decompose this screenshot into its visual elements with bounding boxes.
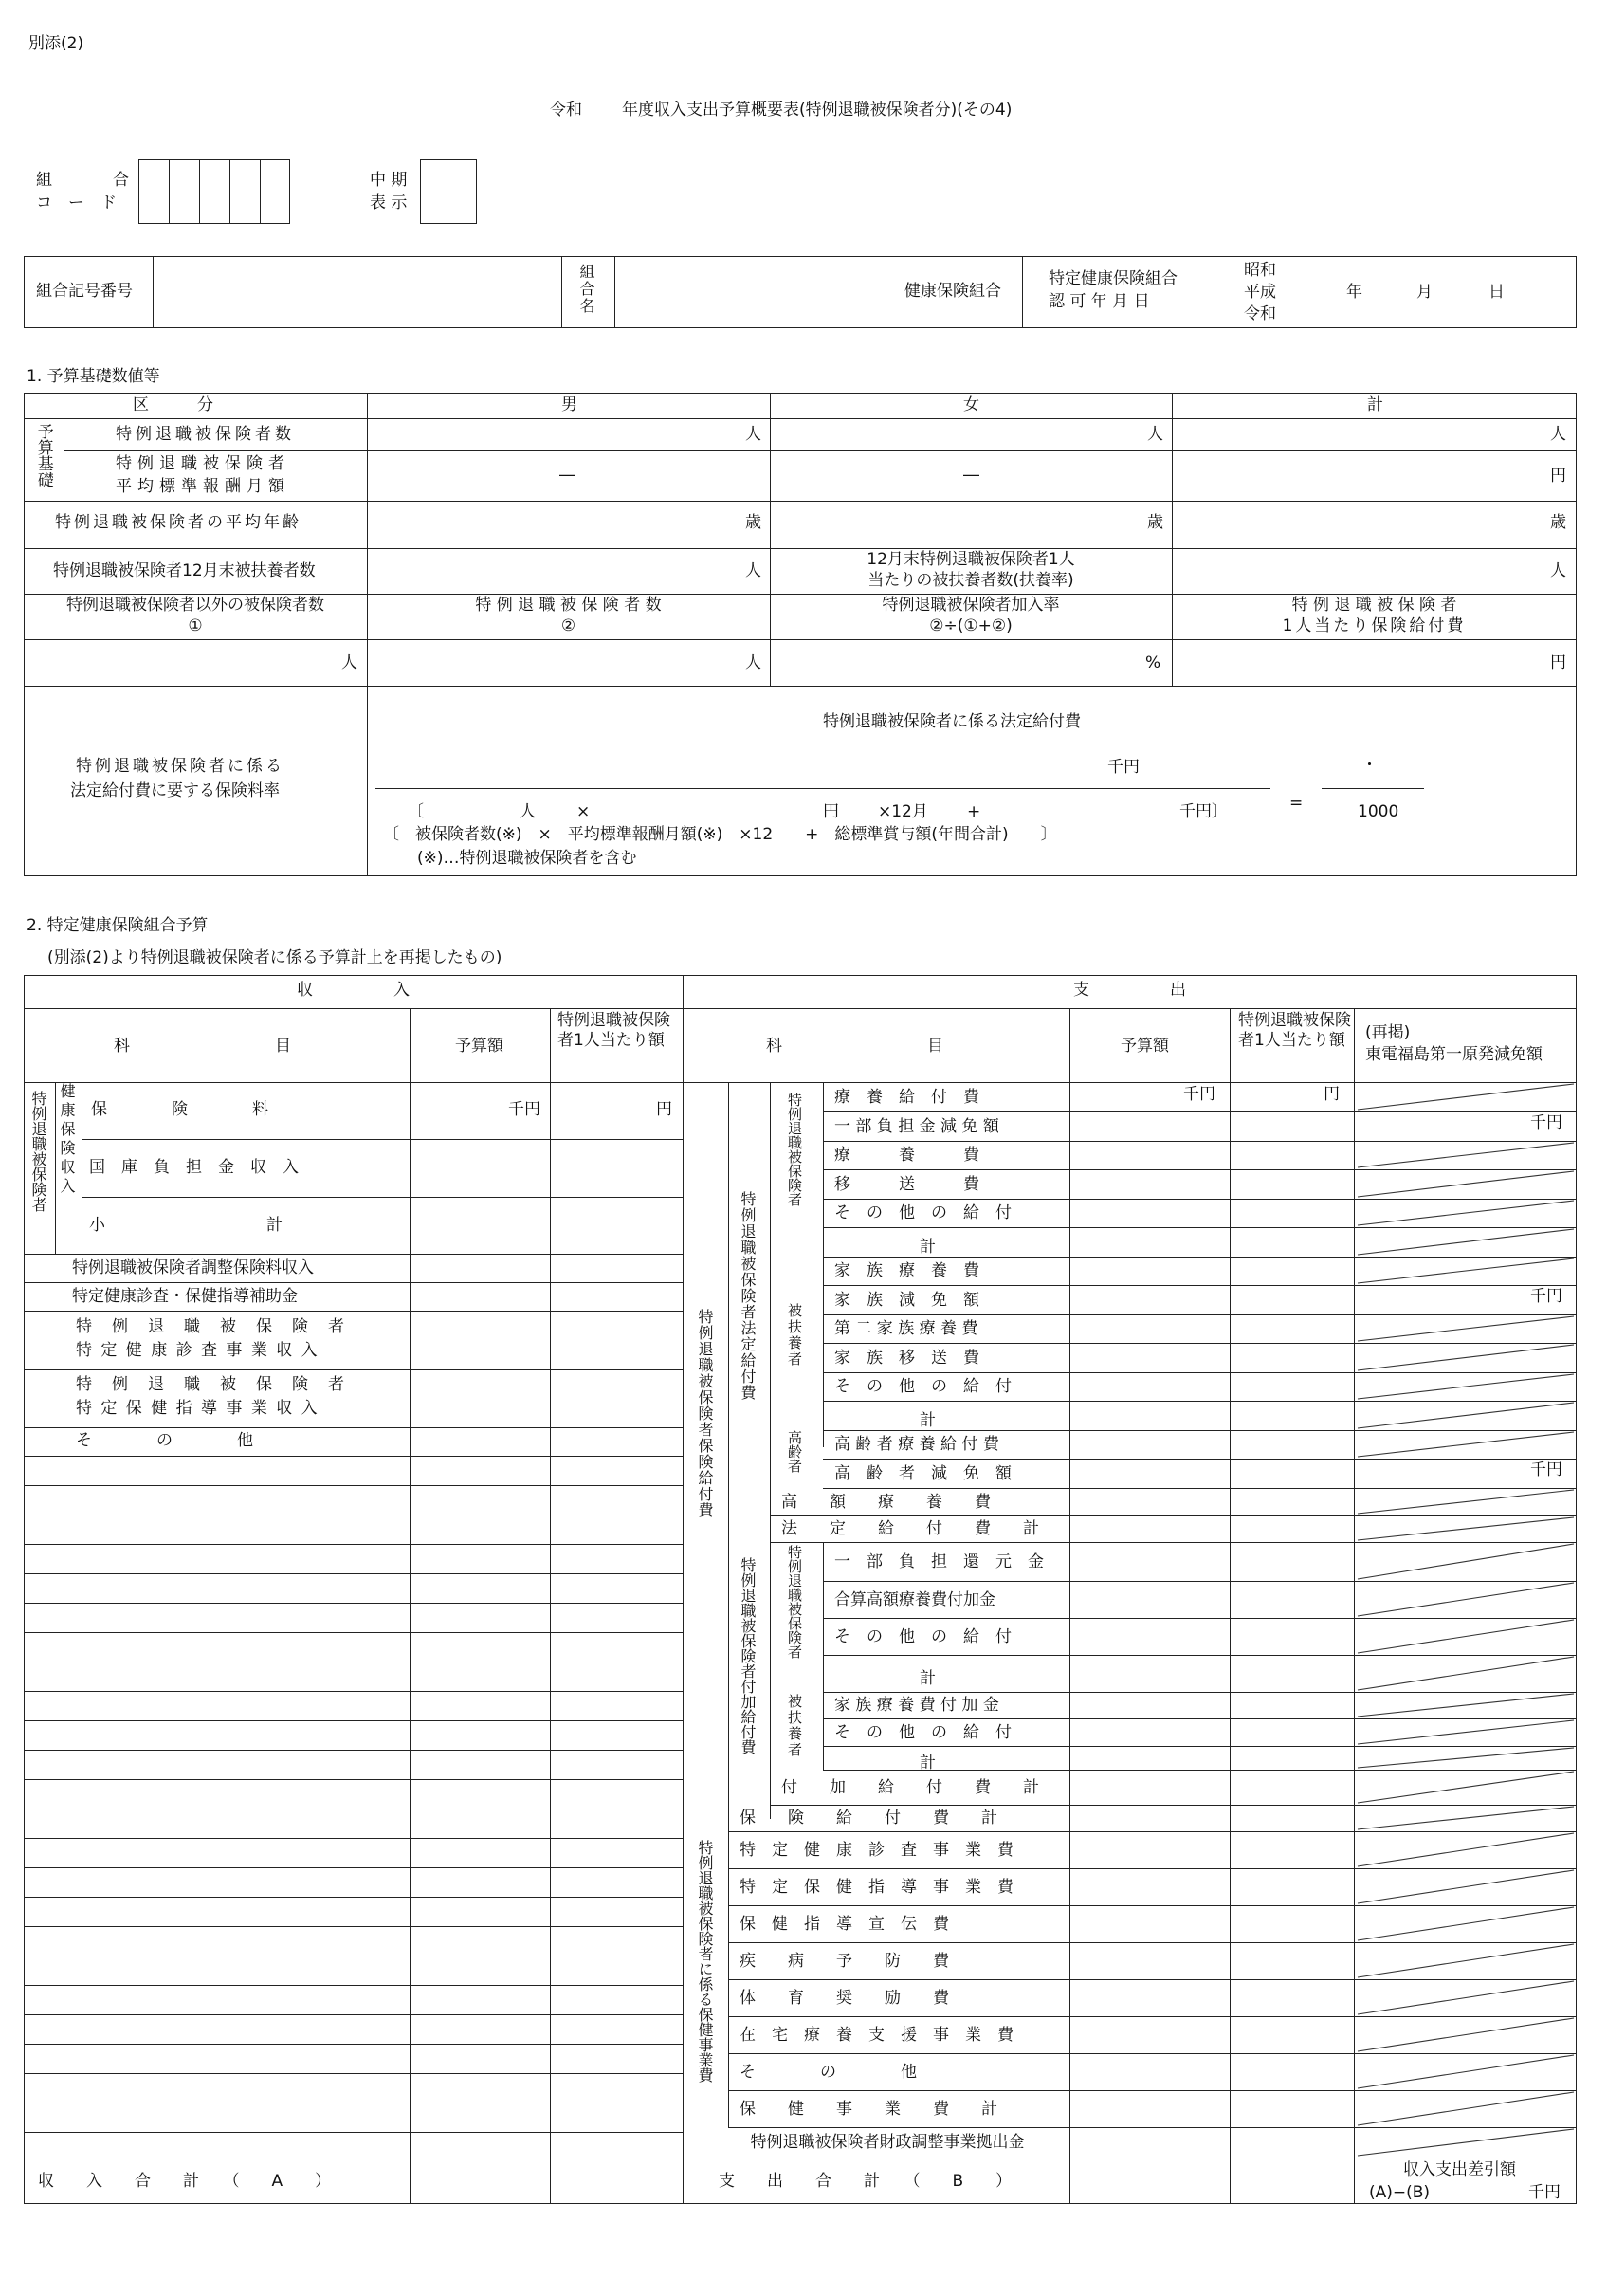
income-shokei: 小 計	[89, 1216, 283, 1235]
slash-e24	[1358, 1772, 1574, 1803]
expense-item-e6: 計	[920, 1237, 936, 1257]
code-label-1: 組 合	[36, 171, 129, 190]
expense-per-capita-header: 特例退職被保険者1人当たり額	[1238, 1011, 1351, 1051]
slash-e26	[1358, 1833, 1574, 1866]
expense-item-e25: 保 険 給 付 費 計	[740, 1809, 997, 1828]
rate-label-1: 特例退職被保険者に係る	[76, 757, 284, 776]
exp-group-hokenjigyo: 特例退職被保険者に係る保健事業費	[696, 1840, 714, 2083]
expense-item-e9: 第 二 家 族 療 養 費	[834, 1319, 978, 1338]
rate-top-unit: 千円	[1107, 758, 1140, 777]
era-showa: 昭和	[1244, 261, 1276, 280]
income-kenshin-a: 特 例 退 職 被 保 険 者	[76, 1317, 346, 1336]
den-label: 〔 被保険者数(※) × 平均標準報酬月額(※) ×12 + 総標準賞与額(年間合計) 〕	[383, 825, 1057, 844]
exp-group-big: 特例退職被保険者保険給付費	[696, 1309, 714, 1518]
dep-rate-label-1: 12月末特例退職被保険者1人	[867, 550, 1075, 569]
income-kokko: 国 庫 負 担 金 収 入	[89, 1158, 299, 1177]
join-rate-label: 特例退職被保険者加入率	[882, 596, 1060, 615]
budget-base-label: 予算基礎	[33, 423, 53, 487]
income-total: 収 入 合 計 （ A ）	[38, 2172, 332, 2191]
expense-item-e7: 家 族 療 養 費	[834, 1261, 979, 1280]
exp-sub-insured-1: 特例退職被保険者	[786, 1093, 803, 1206]
diff-unit: 千円	[1528, 2183, 1561, 2202]
slash-e31	[1358, 2018, 1574, 2051]
note: (※)…特例退職被保険者を含む	[417, 849, 637, 868]
slash-e13	[1358, 1432, 1574, 1457]
era-heisei: 平成	[1244, 283, 1276, 302]
diff-label-1: 収入支出差引額	[1403, 2160, 1516, 2179]
expense-item-e20: 計	[920, 1668, 936, 1688]
income-hokenryo: 保 険 料	[91, 1100, 268, 1119]
title-era: 令和	[550, 101, 582, 119]
saikei-label-1: (再掲)	[1365, 1023, 1411, 1042]
month-label: 月	[1416, 283, 1433, 302]
expense-item-e23: 計	[920, 1753, 936, 1773]
chuki-label-2: 表 示	[370, 193, 408, 212]
slash-e28	[1358, 1907, 1574, 1940]
expense-item-e5: そ の 他 の 給 付	[834, 1203, 1012, 1222]
exp-ryoyo-unit-yen: 円	[1324, 1085, 1340, 1104]
slash-e4	[1358, 1171, 1574, 1197]
rate-label-2: 法定給付費に要する保険料率	[70, 781, 280, 800]
expense-item-e10: 家 族 移 送 費	[834, 1348, 979, 1368]
rate-dot: ・	[1361, 756, 1378, 775]
expense-item-e26: 特 定 健 康 診 査 事 業 費	[740, 1840, 1014, 1860]
join-rate-formula: ②÷(①+②)	[929, 616, 1013, 635]
exp-family-genmen-unit: 千円	[1530, 1287, 1562, 1306]
den-plus: +	[967, 802, 981, 821]
total-age-unit: 歳	[1550, 513, 1566, 532]
attachment-label: 別添(2)	[28, 34, 84, 53]
per-capita-label-2: 1人当たり保険給付費	[1282, 616, 1467, 635]
total-count-unit: 人	[1550, 425, 1566, 444]
rate-eq: =	[1289, 794, 1304, 813]
exp-group-fuka: 特例退職被保険者付加給付費	[739, 1557, 757, 1754]
den-sen: 千円〕	[1179, 802, 1228, 821]
income-hojokin: 特定健康診査・保健指導補助金	[72, 1287, 298, 1306]
exp-sub-insured-2: 特例退職被保険者	[786, 1545, 803, 1659]
expense-item-e11: そ の 他 の 給 付	[834, 1377, 1012, 1396]
per-capita-label-1: 特 例 退 職 被 保 険 者	[1291, 596, 1457, 615]
other-insured-unit: 人	[341, 653, 357, 672]
expense-item-e21: 家 族 療 養 費 付 加 金	[834, 1696, 999, 1715]
col-female: 女	[963, 395, 979, 414]
other-insured-label: 特例退職被保険者以外の被保険者数	[66, 596, 324, 615]
income-shido-a: 特 例 退 職 被 保 険 者	[76, 1375, 346, 1394]
income-hokenryo-unit-yen: 円	[656, 1100, 672, 1119]
exp-sub-elderly: 高齢者	[786, 1430, 803, 1473]
rate-top-label: 特例退職被保険者に係る法定給付費	[823, 712, 1081, 731]
slash-e15	[1358, 1490, 1574, 1514]
expense-item-e22: そ の 他 の 給 付	[834, 1722, 1012, 1742]
income-side-outer: 特例退職被保険者	[29, 1091, 47, 1212]
slash-e27	[1358, 1870, 1574, 1903]
total-avgpay-unit: 円	[1550, 467, 1566, 486]
expense-budget-header: 予算額	[1121, 1037, 1169, 1056]
slash-e11	[1358, 1374, 1574, 1399]
male-age-unit: 歳	[745, 513, 761, 532]
chuki-label-1: 中 期	[370, 171, 408, 190]
dep-rate-unit: 人	[1550, 561, 1566, 580]
row-dependents: 特例退職被保険者12月末被扶養者数	[53, 561, 316, 580]
income-side-inner: 健康保険収入	[58, 1083, 76, 1197]
slash-e17	[1358, 1544, 1574, 1579]
expense-item-e2: 一 部 負 担 金 減 免 額	[834, 1116, 999, 1136]
income-sonota: そ の 他	[76, 1431, 253, 1450]
slash-e33	[1358, 2092, 1574, 2125]
slash-e20	[1358, 1657, 1574, 1690]
rate-1000: 1000	[1358, 802, 1399, 821]
expense-item-e15: 高 額 療 養 費	[781, 1492, 991, 1512]
slash-e12	[1358, 1403, 1574, 1428]
expense-item-e17: 一 部 負 担 還 元 金	[834, 1552, 1044, 1571]
expense-item-e29: 疾 病 予 防 費	[740, 1951, 949, 1971]
expense-item-e13: 高 齢 者 療 養 給 付 費	[834, 1435, 999, 1454]
income-hokenryo-unit-sen: 千円	[508, 1100, 540, 1119]
expense-item-e32: そ の 他	[740, 2062, 917, 2082]
slash-e6	[1358, 1229, 1574, 1255]
expense-item-e34: 特例退職被保険者財政調整事業拠出金	[750, 2133, 1025, 2152]
income-kamoku-header: 科 目	[114, 1037, 291, 1056]
tokutai-count-label: 特 例 退 職 被 保 険 者 数	[475, 596, 662, 615]
expense-item-e8: 家 族 減 免 額	[834, 1290, 979, 1310]
male-avgpay-dash: ―	[559, 466, 575, 485]
slash-e1	[1358, 1084, 1574, 1110]
exp-group-hotei: 特例退職被保険者法定給付費	[739, 1191, 757, 1401]
slash-e16	[1358, 1517, 1574, 1540]
income-budget-header: 予算額	[455, 1037, 503, 1056]
dep-rate-label-2: 当たりの被扶養者数(扶養率)	[867, 571, 1074, 590]
expense-item-e24: 付 加 給 付 費 計	[781, 1777, 1039, 1797]
dep-count-unit: 人	[745, 561, 761, 580]
income-header: 収 入	[297, 981, 410, 1000]
income-per-capita-header: 特例退職被保険者1人当たり額	[557, 1011, 670, 1051]
slash-e25	[1358, 1807, 1574, 1829]
exp-sub-dependent-1: 被扶養者	[786, 1303, 803, 1368]
exp-genmen-unit: 千円	[1530, 1113, 1562, 1132]
expense-item-e12: 計	[920, 1410, 936, 1430]
den-person: 人	[520, 802, 536, 821]
expense-item-e16: 法 定 給 付 費 計	[781, 1519, 1039, 1538]
den-yen: 円	[823, 802, 839, 821]
exp-elderly-genmen-unit: 千円	[1530, 1460, 1562, 1479]
expense-item-e31: 在 宅 療 養 支 援 事 業 費	[740, 2025, 1014, 2045]
income-kenshin-b: 特 定 健 康 診 査 事 業 収 入	[76, 1341, 320, 1360]
section2-subheading: (別添(2)より特例退職被保険者に係る予算計上を再掲したもの)	[47, 948, 502, 967]
expense-item-e27: 特 定 保 健 指 導 事 業 費	[740, 1877, 1014, 1897]
expense-item-e30: 体 育 奨 励 費	[740, 1988, 949, 2008]
per-capita-unit: 円	[1550, 653, 1566, 672]
day-label: 日	[1488, 283, 1505, 302]
expense-item-e14: 高 齢 者 減 免 額	[834, 1463, 1012, 1483]
tokutei-label-2: 認 可 年 月 日	[1049, 292, 1150, 311]
tokutai-count-num: ②	[560, 616, 576, 635]
expense-item-e19: そ の 他 の 給 付	[834, 1626, 1012, 1646]
exp-ryoyo-unit-sen: 千円	[1183, 1085, 1215, 1104]
slash-e10	[1358, 1345, 1574, 1370]
kenpo-label: 健康保険組合	[904, 282, 1001, 301]
col-kubun: 区 分	[133, 395, 213, 414]
slash-e5	[1358, 1201, 1574, 1225]
row-insured-count: 特例退職被保険者数	[116, 425, 295, 444]
den-12: ×12月	[878, 802, 928, 821]
expense-item-e18: 合算高額療養費付加金	[834, 1589, 995, 1609]
income-shido-b: 特 定 保 健 指 導 事 業 収 入	[76, 1399, 320, 1418]
section2-heading: 2. 特定健康保険組合予算	[27, 916, 209, 935]
era-reiwa: 令和	[1244, 304, 1276, 323]
female-count-unit: 人	[1147, 425, 1163, 444]
kumiai-name-label: 組合名	[577, 264, 595, 315]
exp-sub-dependent-2: 被扶養者	[786, 1694, 803, 1758]
section1-heading: 1. 予算基礎数値等	[27, 367, 160, 386]
col-total: 計	[1367, 395, 1383, 414]
expense-header: 支 出	[1073, 981, 1186, 1000]
expense-total: 支 出 合 計 （ B ）	[719, 2172, 1013, 2191]
expense-kamoku-header: 科 目	[766, 1037, 943, 1056]
slash-e23	[1358, 1748, 1574, 1768]
den-bracket-left: 〔	[408, 802, 424, 821]
income-chosei: 特例退職被保険者調整保険料収入	[72, 1258, 314, 1277]
row-avg-pay-a: 特例退職被保険者	[116, 454, 290, 473]
other-insured-num: ①	[188, 616, 203, 635]
slash-e34	[1358, 2129, 1574, 2156]
slash-e3	[1358, 1143, 1574, 1167]
expense-item-e3: 療 養 費	[834, 1146, 979, 1165]
row-avg-pay-b: 平均標準報酬月額	[116, 477, 290, 496]
year-label: 年	[1346, 283, 1362, 302]
expense-item-e4: 移 送 費	[834, 1174, 979, 1194]
row-avg-age: 特例退職被保険者の平均年齢	[55, 513, 301, 532]
saikei-label-2: 東電福島第一原発減免額	[1365, 1045, 1543, 1064]
expense-item-e1: 療 養 給 付 費	[834, 1087, 979, 1107]
slash-e22	[1358, 1720, 1574, 1744]
kigou-label: 組合記号番号	[36, 282, 133, 301]
female-avgpay-dash: ―	[963, 466, 979, 485]
code-label-2: コ ー ド	[36, 193, 117, 212]
slash-e7	[1358, 1258, 1574, 1283]
slash-e19	[1358, 1620, 1574, 1653]
expense-item-e28: 保 健 指 導 宣 伝 費	[740, 1914, 949, 1934]
slash-e9	[1358, 1316, 1574, 1341]
tokutai-count-unit: 人	[745, 653, 761, 672]
slash-e30	[1358, 1981, 1574, 2014]
male-count-unit: 人	[745, 425, 761, 444]
slash-e32	[1358, 2055, 1574, 2088]
slash-e21	[1358, 1694, 1574, 1717]
female-age-unit: 歳	[1147, 513, 1163, 532]
slash-e29	[1358, 1944, 1574, 1977]
diff-label-2: (A)−(B)	[1369, 2183, 1431, 2202]
den-times: ×	[576, 802, 591, 821]
join-rate-unit: %	[1145, 653, 1161, 672]
slash-e18	[1358, 1583, 1574, 1616]
expense-item-e33: 保 健 事 業 費 計	[740, 2099, 997, 2119]
tokutei-label-1: 特定健康保険組合	[1049, 269, 1178, 288]
col-male: 男	[561, 395, 577, 414]
page-title: 年度収入支出予算概要表(特例退職被保険者分)(その4)	[622, 101, 1013, 119]
